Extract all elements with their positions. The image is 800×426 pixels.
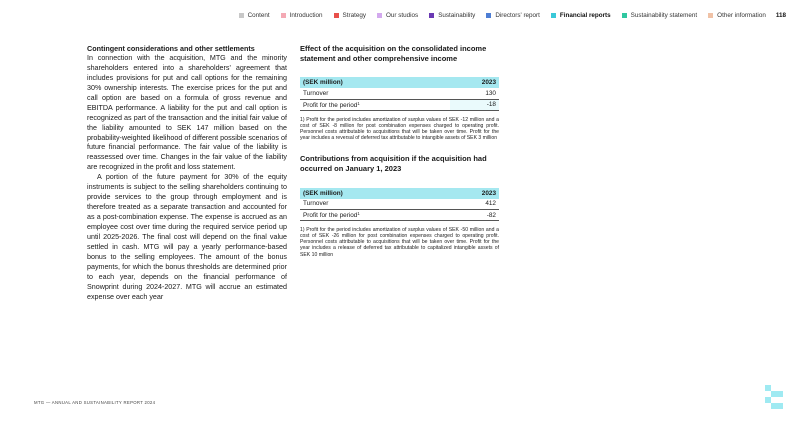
body-paragraph: A portion of the future payment for 30% of the equity instruments is subject to the selling shareholders continuing to provide services to the group through employment and is therefore treated as a separate transaction and accounted for as a post-combination expense. The expense is accrued as an employee cost over time during the required service period up until 2025-2026. The final cost will depend on the final value settled in cash. MTG will pay a yearly performance-based bonus to the selling employees. The amount of the bonus payments, for which the bonus thresholds are determined prior to each year, depends on the financial performance of Snowprint during 2024-2027. MTG will accrue an estimated expense over each year (87, 173, 287, 301)
table-row (300, 99, 499, 110)
section-heading: Contingent considerations and other settlements (87, 44, 255, 53)
nav-item-label: Sustainability statement (630, 11, 698, 19)
footnote-marker: 1 (357, 100, 360, 106)
table-row (300, 210, 499, 221)
nav-item-label: Financial reports (559, 11, 611, 19)
nav-item-label: Our studios (386, 11, 419, 19)
table-footnote: 1) Profit for the period includes amortization of surplus values of SEK -12 million and a cost of SEK -8 million for post combination expenses charged to operating profit. Personnel costs attributable to acquisitions that will be taken over time. Profit for the year includes a reversal of deferred tax attributable to intangible assets of SEK 3 million (300, 116, 499, 142)
nav-item-label: Strategy (342, 11, 366, 19)
table-header-row (300, 77, 499, 88)
row-label: Turnover (300, 199, 450, 210)
page-number: 118 (775, 11, 786, 19)
table-row (300, 88, 499, 99)
row-label: Turnover (300, 88, 450, 99)
table-header-label: (SEK million) (300, 188, 450, 199)
table-footnote: 1) Profit for the period includes amortization of surplus values of SEK -50 million and a cost of SEK -26 million for post combination expenses charged to operating profit. Personnel costs attributable to acquisitions that will be taken over time. Profit for the year includes a release of deferred tax attributable to capitalized intangible assets of SEK 10 million (300, 227, 499, 258)
nav-item-financial-reports[interactable] (551, 12, 611, 19)
table-header-year: 2023 (450, 188, 499, 199)
nav-swatch-icon (239, 13, 244, 18)
mtg-squares-logo-icon (765, 385, 785, 409)
table-header-row (300, 188, 499, 199)
row-value: -18 (450, 99, 499, 110)
table-row (300, 199, 499, 210)
nav-item-label: Directors' report (495, 11, 540, 19)
table-header-year: 2023 (450, 77, 499, 88)
row-value: -82 (450, 210, 499, 221)
nav-swatch-icon (551, 13, 556, 18)
nav-item-sustainability[interactable] (429, 12, 475, 19)
effect-table (300, 77, 499, 111)
nav-item-strategy[interactable] (334, 12, 366, 19)
contrib-table-title: Contributions from acquisition if the acquisition had occurred on January 1, 2023 (300, 154, 487, 174)
top-navigation (228, 10, 786, 20)
nav-item-label: Sustainability (438, 11, 476, 19)
effect-table-title: Effect of the acquisition on the consolidated income statement and other comprehensive income (300, 44, 487, 64)
nav-item-label: Content (247, 11, 270, 19)
nav-swatch-icon (622, 13, 627, 18)
left-column (87, 44, 287, 303)
nav-item-introduction[interactable] (281, 12, 323, 19)
nav-swatch-icon (334, 13, 339, 18)
nav-item-content[interactable] (239, 12, 270, 19)
nav-item-other-information[interactable] (708, 12, 766, 19)
footnote-marker: 1 (357, 211, 360, 217)
nav-swatch-icon (429, 13, 434, 18)
nav-swatch-icon (708, 13, 713, 18)
body-paragraph: In connection with the acquisition, MTG and the minority shareholders entered into a shareholders' agreement that includes provisions for put and call options for the remaining 30% ownership interests. The exercise prices for the put and call option are based on a formula of gross revenue and EBITDA performance. A liability for the put and call option is recognized as part of the transaction and the initial fair value of the liability amounted to SEK 147 million based on the probability-weighted likelihood of different possible scenarios of future financial performance. The fair value of the liability is reassessed over time. Changes in the fair value of the liability are recognized in the profit and loss statement. (87, 53, 287, 172)
row-value: 412 (450, 199, 499, 210)
nav-item-label: Introduction (289, 11, 323, 19)
nav-swatch-icon (486, 13, 491, 18)
row-label: Profit for the period$^1$ (300, 99, 450, 110)
nav-item-our-studios[interactable] (377, 12, 418, 19)
nav-swatch-icon (281, 13, 286, 18)
contrib-table (300, 188, 499, 222)
nav-item-label: Other information (717, 11, 766, 19)
nav-swatch-icon (377, 13, 382, 18)
nav-item-sustainability-statement[interactable] (622, 12, 698, 19)
nav-item-directors-report[interactable] (486, 12, 540, 19)
row-value: 130 (450, 88, 499, 99)
table-header-label: (SEK million) (300, 77, 450, 88)
page-footer: MTG — ANNUAL AND SUSTAINABILITY REPORT 2024 (34, 400, 156, 405)
right-column (300, 44, 499, 258)
row-label: Profit for the period$^1$ (300, 210, 450, 221)
